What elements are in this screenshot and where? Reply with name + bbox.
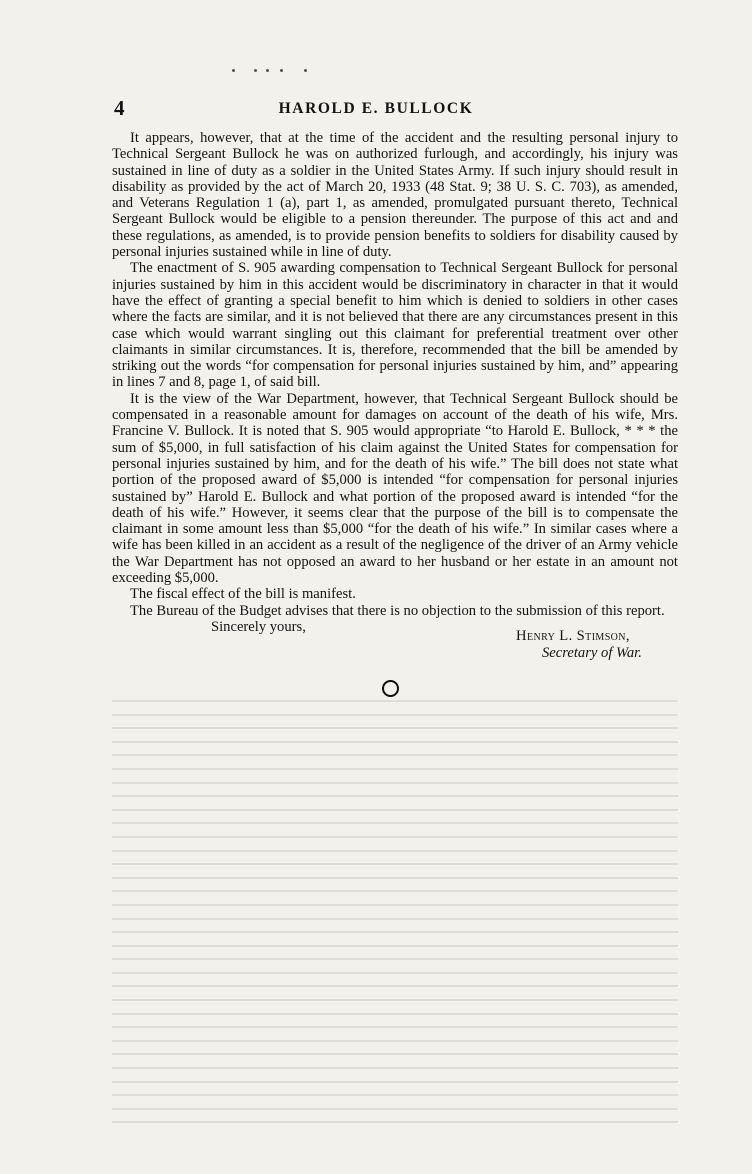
complimentary-close: Sincerely yours, — [211, 618, 306, 635]
paragraph: The fiscal effect of the bill is manifest. — [130, 586, 356, 603]
circle-mark-icon — [382, 680, 399, 697]
paragraph: It appears, however, that at the time of the accident and the resulting personal injury to Technical Sergeant Bullock he was on authorized furlough, and accordingly, his injury was sustained in line of duty as a soldier in the United States Army. If such injury should result in disability as provided by the act of March 20, 1933 (48 Stat. 9; 38 U. S. C. 703), as amended, and Veterans Regulation 1 (a), part 1, as amended, promulgated pursuant thereto, Technical Sergeant Bullock would be eligible to a pension thereunder. The purpose of this act and and these regulations, as amended, is to provide pension benefits to soldiers for disability caused by personal injuries sustained while in line of duty. — [112, 130, 678, 261]
bleed-through-lines — [112, 700, 678, 1140]
paragraph: The enactment of S. 905 awarding compensation to Technical Sergeant Bullock for personal injuries sustained by him in this accident would be discriminatory in character in that it would have the effect of granting a special benefit to him which is denied to soldiers in other cases where the facts are similar, and it is not believed that there are any circumstances present in this case which would warrant singling out this claimant for preferential treatment over other claimants in similar circumstances. It is, therefore, recommended that the bill be amended by striking out the words “for compensation for personal injuries sustained by him, and” appearing in lines 7 and 8, page 1, of said bill. — [112, 260, 678, 391]
signature-block — [516, 628, 716, 661]
paragraph: The Bureau of the Budget advises that there is no objection to the submission of this report. — [130, 602, 665, 619]
page-number: 4 — [114, 96, 125, 120]
paragraph: It is the view of the War Department, however, that Technical Sergeant Bullock should be compensated in a reasonable amount for damages on account of the death of his wife, Mrs. Francine V. Bullock. It is noted that S. 905 would appropriate “to Harold E. Bullock, * * * the sum of $5,000, in full satisfaction of his claim against the United States for compensation for personal injuries sustained by him, and for the death of his wife.” The bill does not state what portion of the proposed award of $5,000 is intended “for compensation for personal injuries sustained by” Harold E. Bullock and what portion of the proposed award is intended “for the death of his wife.” However, it seems clear that the purpose of the bill is to compensate the claimant in some amount less than $5,000 “for the death of his wife.” In similar cases where a wife has been killed in an accident as a result of the negligence of the driver of an Army vehicle the War Department has not opposed an award to her husband or her estate in an amount not exceeding $5,000. — [112, 390, 678, 587]
print-specks — [232, 66, 312, 76]
signatory-title: Secretary of War. — [542, 644, 642, 661]
signatory-name: Henry L. Stimson, — [516, 628, 630, 644]
letter-body — [112, 130, 678, 635]
running-head: HAROLD E. BULLOCK — [278, 100, 474, 117]
